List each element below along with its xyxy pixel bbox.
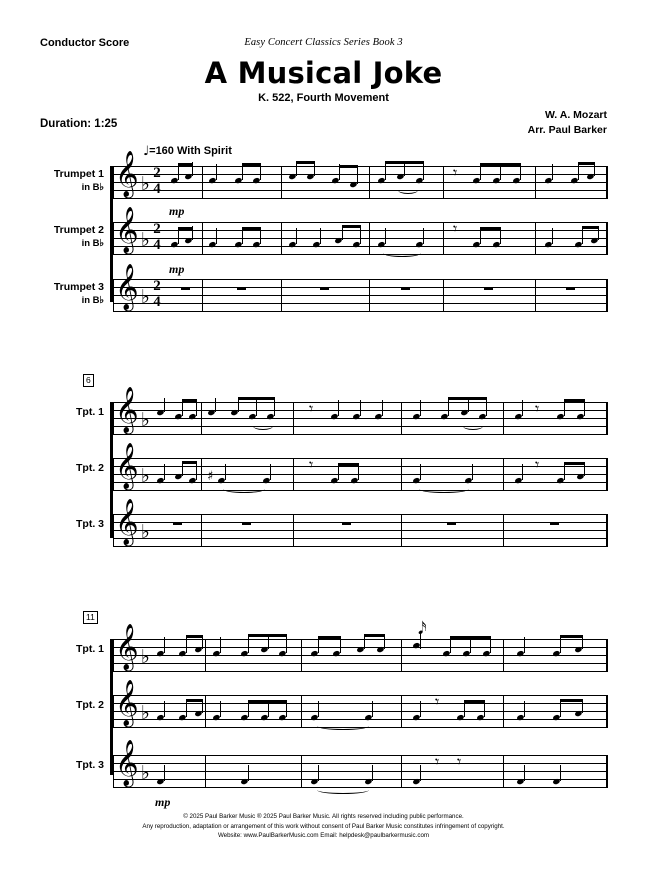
- treble-clef-icon: 𝄞: [115, 207, 139, 253]
- staff-trumpet-1: 𝄞 ♭ 2 4 𝄾 mp: [113, 166, 608, 198]
- composer-credits: [528, 108, 607, 138]
- instrument-label-trumpet-3: [4, 281, 104, 307]
- arranger-name: Arr. Paul Barker: [527, 124, 607, 136]
- dynamic-marking: mp: [155, 795, 171, 809]
- tempo-marking: [143, 143, 232, 158]
- time-signature-numerator: 2: [153, 278, 161, 294]
- whole-measure-rest: [447, 522, 456, 525]
- tempo-text: =160 With Spirit: [149, 145, 232, 157]
- whole-measure-rest: [237, 287, 246, 290]
- instrument-name: Trumpet 1: [53, 168, 104, 180]
- instrument-label-trumpet-2: [4, 224, 104, 250]
- staff-tpt-2-sys3: 𝄞 ♭ 𝄾: [113, 695, 608, 727]
- whole-measure-rest: [484, 287, 493, 290]
- composer-name: W. A. Mozart: [544, 109, 607, 121]
- instrument-transposition: in B♭: [81, 182, 104, 193]
- treble-clef-icon: 𝄞: [115, 624, 139, 670]
- treble-clef-icon: 𝄞: [115, 151, 139, 197]
- sharp-accidental: ♯: [207, 469, 214, 484]
- copyright-footer: [0, 812, 647, 841]
- whole-measure-rest: [401, 287, 410, 290]
- instrument-label-tpt-3: [4, 518, 104, 531]
- staff-tpt-1-sys2: 𝄞 ♭ 𝄾 𝄾: [113, 402, 608, 434]
- dynamic-marking: mp: [169, 204, 185, 218]
- instrument-label-tpt-1: [4, 643, 104, 656]
- instrument-name: Tpt. 3: [76, 518, 104, 530]
- instrument-name: Tpt. 2: [76, 699, 104, 711]
- instrument-name: Tpt. 2: [76, 462, 104, 474]
- treble-clef-icon: 𝄞: [115, 443, 139, 489]
- key-signature: ♭: [141, 229, 150, 251]
- page-title: A Musical Joke: [204, 56, 443, 90]
- staff-tpt-1-sys3: 𝄞 ♭ 𝅘𝅥𝅯: [113, 639, 608, 671]
- treble-clef-icon: 𝄞: [115, 499, 139, 545]
- series-label: Easy Concert Classics Series Book 3: [244, 37, 403, 48]
- treble-clef-icon: 𝄞: [115, 264, 139, 310]
- whole-measure-rest: [181, 287, 190, 290]
- whole-measure-rest: [550, 522, 559, 525]
- instrument-name: Tpt. 1: [76, 406, 104, 418]
- instrument-label-tpt-2: [4, 462, 104, 475]
- whole-measure-rest: [566, 287, 575, 290]
- instrument-name: Trumpet 2: [53, 224, 104, 236]
- staff-tpt-3-sys3: 𝄞 ♭ 𝄾 𝄾 mp: [113, 755, 608, 787]
- footer-line-1: © 2025 Paul Barker Music ® 2025 Paul Barker Music. All rights reserved including public performance.: [183, 813, 464, 820]
- dynamic-marking: mp: [169, 262, 185, 276]
- instrument-transposition: in B♭: [81, 238, 104, 249]
- staff-tpt-2-sys2: 𝄞 ♭ ♯ 𝄾 𝄾: [113, 458, 608, 490]
- time-signature-numerator: 2: [153, 221, 161, 237]
- footer-line-2: Any reproduction, adaptation or arrangement of this work without consent of Paul Barker Music constitutes infringement of copyright.: [142, 822, 505, 830]
- instrument-label-tpt-3: [4, 759, 104, 772]
- treble-clef-icon: 𝄞: [115, 680, 139, 726]
- key-signature: ♭: [141, 762, 150, 784]
- quarter-note-icon: ♩: [143, 144, 150, 159]
- whole-measure-rest: [242, 522, 251, 525]
- time-signature-denominator: 4: [153, 294, 161, 310]
- instrument-name: Tpt. 3: [76, 759, 104, 771]
- key-signature: ♭: [141, 702, 150, 724]
- key-signature: ♭: [141, 646, 150, 668]
- measure-number: 11: [83, 611, 98, 624]
- instrument-name: Trumpet 3: [53, 281, 104, 293]
- whole-measure-rest: [342, 522, 351, 525]
- footer-line-3: Website: www.PaulBarkerMusic.com Email: helpdesk@paulbarkermusic.com: [217, 832, 430, 839]
- key-signature: ♭: [141, 173, 150, 195]
- instrument-label-tpt-2: [4, 699, 104, 712]
- key-signature: ♭: [141, 286, 150, 308]
- instrument-label-tpt-1: [4, 406, 104, 419]
- instrument-label-trumpet-1: [4, 168, 104, 194]
- time-signature-denominator: 4: [153, 237, 161, 253]
- whole-measure-rest: [320, 287, 329, 290]
- key-signature: ♭: [141, 409, 150, 431]
- instrument-transposition: in B♭: [81, 295, 104, 306]
- treble-clef-icon: 𝄞: [115, 387, 139, 433]
- treble-clef-icon: 𝄞: [115, 740, 139, 786]
- whole-measure-rest: [173, 522, 182, 525]
- measure-number: 6: [83, 374, 94, 387]
- time-signature-numerator: 2: [153, 165, 161, 181]
- staff-trumpet-2: 𝄞 ♭ 2 4 𝄾 mp: [113, 222, 608, 254]
- subtitle: K. 522, Fourth Movement: [258, 92, 389, 104]
- conductor-score-label: Conductor Score: [40, 37, 130, 49]
- key-signature: ♭: [141, 465, 150, 487]
- time-signature-denominator: 4: [153, 181, 161, 197]
- instrument-name: Tpt. 1: [76, 643, 104, 655]
- key-signature: ♭: [141, 521, 150, 543]
- duration-label: Duration: 1:25: [40, 118, 118, 130]
- staff-tpt-3-sys2: [113, 499, 608, 546]
